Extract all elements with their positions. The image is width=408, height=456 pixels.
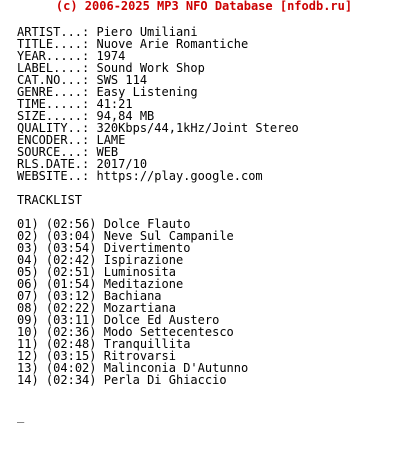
track-duration: (03:04) xyxy=(45,229,97,243)
info-value: 94,84 MB xyxy=(96,109,155,123)
info-key: TIME.....: xyxy=(17,97,90,111)
track-title: Tranquillita xyxy=(103,337,191,351)
track-title: Divertimento xyxy=(103,241,191,255)
info-key: TITLE....: xyxy=(17,37,90,51)
track-duration: (02:51) xyxy=(45,265,97,279)
track-number: 12) xyxy=(17,349,39,363)
info-key: GENRE....: xyxy=(17,85,90,99)
track-number: 09) xyxy=(17,313,39,327)
text-cursor: _ xyxy=(17,409,25,423)
track-title: Perla Di Ghiaccio xyxy=(103,373,227,387)
info-key: ENCODER..: xyxy=(17,133,90,147)
track-title: Dolce Flauto xyxy=(103,217,191,231)
track-title: Bachiana xyxy=(103,289,162,303)
track-title: Meditazione xyxy=(103,277,184,291)
info-key: SOURCE...: xyxy=(17,145,90,159)
track-duration: (02:22) xyxy=(45,301,97,315)
track-number: 13) xyxy=(17,361,39,375)
track-duration: (02:36) xyxy=(45,325,97,339)
info-key: LABEL....: xyxy=(17,61,90,75)
info-key: QUALITY..: xyxy=(17,121,90,135)
info-key: SIZE.....: xyxy=(17,109,90,123)
track-title: Malinconia D'Autunno xyxy=(103,361,249,375)
blank-line xyxy=(17,398,404,410)
track-title: Modo Settecentesco xyxy=(103,325,234,339)
track-duration: (03:15) xyxy=(45,349,97,363)
track-number: 05) xyxy=(17,265,39,279)
info-key: CAT.NO...: xyxy=(17,73,90,87)
track-duration: (03:54) xyxy=(45,241,97,255)
track-title: Neve Sul Campanile xyxy=(103,229,234,243)
track-number: 11) xyxy=(17,337,39,351)
info-key: WEBSITE..: xyxy=(17,169,90,183)
info-value: Nuove Arie Romantiche xyxy=(96,37,249,51)
info-key: YEAR.....: xyxy=(17,49,90,63)
site-header-title: (c) 2006-2025 MP3 NFO Database [nfodb.ru] xyxy=(55,0,353,13)
track-duration: (03:11) xyxy=(45,313,97,327)
track-duration: (03:12) xyxy=(45,289,97,303)
track-duration: (02:34) xyxy=(45,373,97,387)
track-number: 10) xyxy=(17,325,39,339)
track-number: 08) xyxy=(17,301,39,315)
info-value: Piero Umiliani xyxy=(96,25,198,39)
info-key: RLS.DATE.: xyxy=(17,157,90,171)
info-value: 41:21 xyxy=(96,97,133,111)
info-value: Sound Work Shop xyxy=(96,61,205,75)
info-key: ARTIST...: xyxy=(17,25,90,39)
track-duration: (02:42) xyxy=(45,253,97,267)
track-title: Mozartiana xyxy=(103,301,176,315)
track-number: 07) xyxy=(17,289,39,303)
track-number: 01) xyxy=(17,217,39,231)
track-number: 14) xyxy=(17,373,39,387)
track-title: Ispirazione xyxy=(103,253,184,267)
tracklist-heading: TRACKLIST xyxy=(17,193,83,207)
track-duration: (01:54) xyxy=(45,277,97,291)
info-value: Easy Listening xyxy=(96,85,198,99)
info-value: 320Kbps/44,1kHz/Joint Stereo xyxy=(96,121,299,135)
track-title: Luminosita xyxy=(103,265,176,279)
info-row-website xyxy=(17,170,404,182)
track-duration: (02:48) xyxy=(45,337,97,351)
track-number: 02) xyxy=(17,229,39,243)
track-title: Ritrovarsi xyxy=(103,349,176,363)
track-number: 06) xyxy=(17,277,39,291)
info-value: LAME xyxy=(96,133,126,147)
track-number: 04) xyxy=(17,253,39,267)
info-value: 1974 xyxy=(96,49,126,63)
track-row xyxy=(17,374,404,386)
track-duration: (02:56) xyxy=(45,217,97,231)
blank-line xyxy=(17,386,404,398)
track-number: 03) xyxy=(17,241,39,255)
info-value: 2017/10 xyxy=(96,157,148,171)
track-duration: (04:02) xyxy=(45,361,97,375)
info-value: WEB xyxy=(96,145,119,159)
nfo-text-block xyxy=(17,26,404,422)
info-value: https://play.google.com xyxy=(96,169,263,183)
track-title: Dolce Ed Austero xyxy=(103,313,220,327)
info-value: SWS 114 xyxy=(96,73,148,87)
